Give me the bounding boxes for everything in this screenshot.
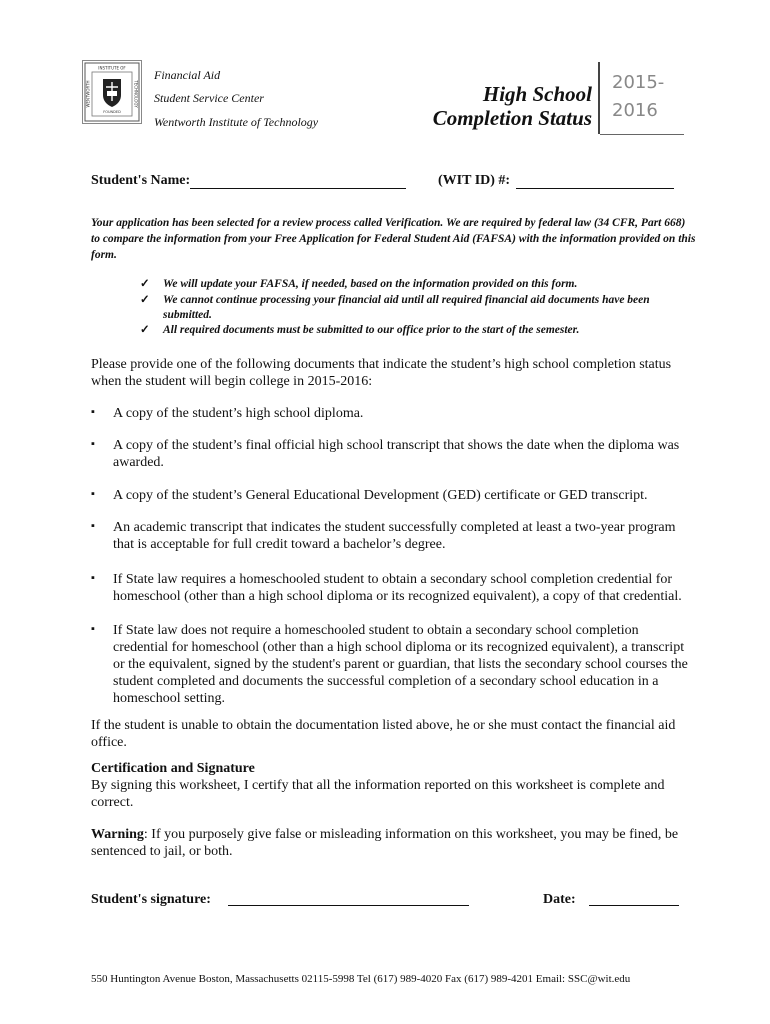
- unable-paragraph: If the student is unable to obtain the documentation listed above, he or she must contact the financial aid office.: [91, 718, 676, 750]
- org-financial-aid: Financial Aid: [154, 68, 221, 82]
- footer-contact: 550 Huntington Avenue Boston, Massachusetts 02115-5998 Tel (617) 989-4020 Fax (617) 989-4201 Email: SSC@wit.edu: [91, 973, 631, 985]
- bullet-icon: ▪: [91, 520, 95, 532]
- bullet-icon: ▪: [91, 406, 95, 418]
- bullet-icon: ▪: [91, 438, 95, 450]
- warning-label: Warning: [91, 827, 144, 842]
- seal-graphic: [83, 61, 141, 123]
- document-item-text: An academic transcript that indicates the student successfully completed at least a two-year program that is acceptable for full credit toward a bachelor’s degree.: [113, 520, 676, 552]
- check-mark-icon: ✓: [140, 278, 150, 290]
- wit-id-field[interactable]: [516, 188, 674, 189]
- student-name-label: Student's Name:: [91, 173, 191, 188]
- document-item: [91, 405, 691, 422]
- warning-text: : If you purposely give false or misleading information on this worksheet, you may be fined, be sentenced to jail, or both.: [91, 827, 679, 859]
- seal-text-top: INSTITUTE OF: [98, 65, 126, 71]
- certification-text: By signing this worksheet, I certify that all the information reported on this worksheet is complete and correct.: [91, 778, 665, 810]
- document-item-text: A copy of the student’s high school diploma.: [113, 406, 364, 421]
- bullet-icon: ▪: [91, 488, 95, 500]
- student-name-field[interactable]: [190, 188, 406, 189]
- org-student-service-center: Student Service Center: [154, 91, 264, 105]
- warning-paragraph: [91, 826, 691, 860]
- check-mark-icon: ✓: [140, 324, 150, 336]
- header-divider: [598, 62, 600, 134]
- date-field[interactable]: [589, 905, 679, 906]
- document-item-text: A copy of the student’s General Educational Development (GED) certificate or GED transcript.: [113, 488, 648, 503]
- check-item-text: We will update your FAFSA, if needed, based on the information provided on this form.: [163, 278, 578, 290]
- seal-text-right: TECHNOLOGY: [133, 80, 139, 108]
- instructions-paragraph: Please provide one of the following documents that indicate the student’s high school completion status when the student will begin college in 2015-2016:: [91, 357, 672, 389]
- form-title: [420, 82, 592, 130]
- document-item-text: A copy of the student’s final official high school transcript that shows the date when the diploma was awarded.: [113, 438, 680, 470]
- intro-paragraph: Your application has been selected for a review process called Verification. We are required by federal law (34 CFR, Part 668) to compare the information from your Free Application for Federal Student Aid (FAFSA) with the information provided on this form.: [91, 217, 696, 261]
- document-item-text: If State law does not require a homeschooled student to obtain a secondary school completion credential for homeschool (other than a high school diploma or its recognized equivalent), a transcript or the equivalent, signed by the student's parent or guardian, that lists the secondary school courses the student completed and documents the successful completion of a secondary school education in a homeschool setting.: [113, 623, 688, 706]
- document-item: [91, 519, 691, 553]
- document-item: [91, 622, 691, 707]
- check-item-1: [140, 277, 700, 292]
- title-line-1: High School: [482, 82, 592, 106]
- year-line-1: 2015-: [612, 72, 665, 93]
- wit-id-label: (WIT ID) #:: [438, 173, 511, 188]
- bullet-icon: ▪: [91, 572, 95, 584]
- seal-text-bottom: FOUNDED: [103, 110, 121, 114]
- certification-heading: Certification and Signature: [91, 761, 255, 776]
- year-line-2: 2016: [612, 100, 658, 121]
- check-mark-icon: ✓: [140, 294, 150, 306]
- wentworth-seal-logo: [82, 60, 142, 124]
- signature-field[interactable]: [228, 905, 469, 906]
- seal-text-left: WENTWORTH: [85, 80, 91, 108]
- document-item: [91, 437, 691, 471]
- date-label: Date:: [543, 892, 576, 907]
- bullet-icon: ▪: [91, 623, 95, 635]
- title-line-2: Completion Status: [432, 106, 592, 130]
- check-item-text: We cannot continue processing your financial aid until all required financial aid documents have been submitted.: [163, 294, 650, 321]
- year-underline: [600, 134, 684, 135]
- check-item-2: [140, 293, 700, 323]
- org-wentworth: Wentworth Institute of Technology: [154, 115, 319, 129]
- signature-label: Student's signature:: [91, 892, 211, 907]
- document-item-text: If State law requires a homeschooled student to obtain a secondary school completion credential for homeschool (other than a high school diploma or its recognized equivalent), a copy of that credential.: [113, 572, 682, 604]
- document-item: [91, 571, 691, 605]
- check-item-3: [140, 323, 700, 338]
- check-item-text: All required documents must be submitted to our office prior to the start of the semester.: [163, 324, 580, 336]
- document-item: [91, 487, 691, 504]
